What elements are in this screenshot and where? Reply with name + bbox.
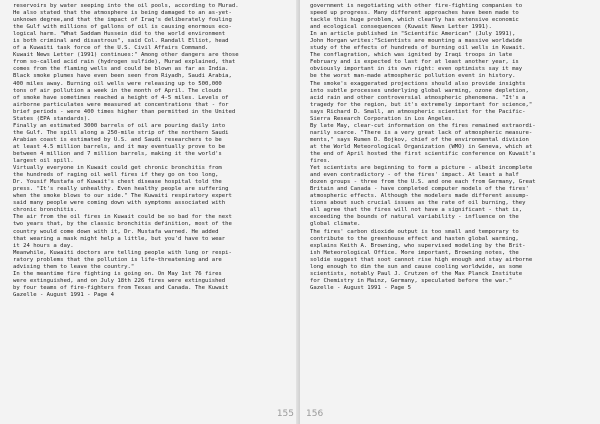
left-page-line: Dr. Yousif Mustafa of Kuwait's chest disease hospital told the bbox=[13, 179, 222, 186]
right-page-text bbox=[310, 3, 590, 285]
right-page-line: Britain and Canada - have completed computer models of the fires' bbox=[310, 186, 529, 193]
right-page-line: February and is expected to last for at least another year, is bbox=[310, 59, 519, 66]
right-page-line: Yet scientists are beginning to form a picture - albeit incomplete bbox=[310, 165, 533, 172]
left-page-line: reservoirs by water seeping into the oil pools, according to Murad. bbox=[13, 3, 239, 9]
right-page-line: ish Meteorological Office. More important, Browning notes, the bbox=[310, 249, 519, 256]
right-page-line: dozen groups - three from the U.S. and one each from Germany, Great bbox=[310, 179, 536, 186]
left-page-line: by four teams of fire-fighters from Texas and Canada. The Kuwait bbox=[13, 284, 229, 291]
right-page-line: soldie suggest that soot cannot rise high enough and stay airborne bbox=[310, 256, 533, 263]
left-page-line: comes from the flaming wells and could be blown as far as India. bbox=[13, 66, 229, 73]
right-page-line: long enough to dim the sun and cause cooling worldwide, as some bbox=[310, 263, 523, 270]
left-page-text bbox=[13, 3, 292, 292]
left-page-line: Meanwhile, Kuwaiti doctors are telling people with lung or respi- bbox=[13, 249, 232, 256]
left-page-line: He also stated that the atmosphere is being damaged to an as-yet- bbox=[13, 10, 232, 17]
right-page-line: explains Keith A. Browning, who supervised modeling by the Brit- bbox=[310, 242, 526, 249]
left-page-line: Arabian coast is estimated by U.S. and Saudi researchers to be bbox=[13, 136, 222, 143]
left-page-line: advising them to leave the country." bbox=[13, 263, 135, 270]
left-page-line: tons of air pollution a week in the month of April. The clouds bbox=[13, 87, 222, 94]
right-page-line: The conflagration, which was ignited by Iraqi troops in late bbox=[310, 52, 513, 59]
left-page-line: chronic bronchitis. bbox=[13, 207, 77, 214]
right-page-line: The smoke's exaggerated projections should also provide insights bbox=[310, 80, 526, 87]
right-page-line: study of the effects of hundreds of burning oil wells in Kuwait. bbox=[310, 45, 526, 52]
right-page-line: and even contradictory - of the fires' impact. At least a half bbox=[310, 172, 519, 179]
right-page-line: John Horgan writes:"Scientists are mounting a massive worldwide bbox=[310, 38, 523, 45]
right-page-line: fires. bbox=[310, 158, 331, 165]
right-page-line: at the World Meteorological Organization (WMO) in Geneva, which at bbox=[310, 143, 533, 150]
right-page-line: global climate. bbox=[310, 221, 361, 228]
left-page-line: Kuwait News Letter (1991) continues:" Among other dangers are those bbox=[13, 52, 239, 59]
right-page-line: obviously important in its own right: even optimists say it may bbox=[310, 66, 523, 73]
left-page-line: brief periods - were 400 times higher than permitted in the United bbox=[13, 108, 236, 115]
right-page-line: The fires' carbon dioxide output is too small and temporary to bbox=[310, 228, 519, 235]
left-page-line: were extinguished, and on July 18th 226 fires were extinguished bbox=[13, 277, 226, 284]
left-page-line: In the meantime fire fighting is going on. On May 1st 76 fires bbox=[13, 270, 222, 277]
right-page bbox=[300, 0, 600, 424]
right-page-line: government is negotiating with other fire-fighting companies to bbox=[310, 3, 523, 9]
right-page-line: exceeding the bounds of natural variability - influence on the bbox=[310, 214, 519, 221]
right-page-footer: Gazelle - August 1991 - Page 5 bbox=[310, 284, 412, 291]
right-page-line: says Richard D. Small, an atmospheric scientist for the Pacific- bbox=[310, 108, 526, 115]
right-page-line: ments," says Rumen D. Bojkov, chief of the environmental division bbox=[310, 136, 529, 143]
left-page-line: ratory problems that the pollution is life-threatening and are bbox=[13, 256, 222, 263]
right-page-line: acid rain and other controversial atmospheric phenomena. "It's a bbox=[310, 94, 526, 101]
left-page-line: country would come down with it, Dr. Mustafa warned. He added bbox=[13, 228, 219, 235]
left-page-line: is both criminal and disastrous", said Col. Randall Elliot, head bbox=[13, 38, 229, 45]
right-page-line: scientists, notably Paul J. Crutzen of the Max Planck Institute bbox=[310, 270, 523, 277]
left-page-line: Virtually everyone in Kuwait could get chronic bronchitis from bbox=[13, 165, 222, 172]
right-page-line: narily scarce. "There is a very great lack of atmospheric measure- bbox=[310, 129, 533, 136]
left-page-line: States (EPA standards). bbox=[13, 115, 91, 122]
right-page-line: In an article published in "Scientific American" (July 1991), bbox=[310, 31, 516, 38]
left-page-line: it 24 hours a day. bbox=[13, 242, 74, 249]
right-page-line: all agree that the fires will not have a significant - that is, bbox=[310, 207, 523, 214]
left-page-line: logical harm. "What Saddam Hussein did to the world environment bbox=[13, 31, 226, 38]
right-page-line: and ecological consequences (Kuwait News Letter 1991). bbox=[310, 24, 492, 31]
right-page-line: for Chemistry in Mainz, Germany, speculated before the war." bbox=[310, 277, 513, 284]
right-page-line: be the worst man-made atmospheric pollution event in history. bbox=[310, 73, 516, 80]
left-page-line: between 4 million and 7 million barrels, making it the world's bbox=[13, 150, 222, 157]
right-page-line: contribute to the greenhouse effect and hasten global warming, bbox=[310, 235, 519, 242]
right-page-line: tions about such crucial issues as the rate of oil burning, they bbox=[310, 200, 526, 207]
left-page-line: 400 miles away. Burning oil wells were releasing up to 500,000 bbox=[13, 80, 222, 87]
right-page-number: 156 bbox=[306, 409, 324, 419]
right-page-line: atmospheric effects. Although the modelers made different assump- bbox=[310, 193, 529, 200]
left-page-line: the Gulf with millions of gallons of oil is causing enormous eco- bbox=[13, 24, 232, 31]
left-page-line: The air from the oil fires in Kuwait could be so bad for the next bbox=[13, 214, 232, 221]
left-page-line: two years that, by the classic bronchitis definition, most of the bbox=[13, 221, 232, 228]
left-page-line: unknown degree,and that the impact of Iraq's deliberately fouling bbox=[13, 17, 232, 24]
left-page-line: the Gulf. The spill along a 250-mile strip of the northern Saudi bbox=[13, 129, 229, 136]
right-page-line: tragedy for the region, but it's extremely important for science," bbox=[310, 101, 533, 108]
left-page-line: of smoke have sometimes reached a height of 4-5 miles. Levels of bbox=[13, 94, 229, 101]
left-page-line: that wearing a mask might help a little, but you'd have to wear bbox=[13, 235, 226, 242]
left-page-line: the hundreds of raging oil well fires if they go on too long, bbox=[13, 172, 219, 179]
left-page-line: Finally an estimated 3000 barrels of oil are pouring daily into bbox=[13, 122, 226, 129]
right-page-line: the end of April hosted the first scientific conference on Kuwait's bbox=[310, 150, 536, 157]
right-page-line: into subtle processes underlying global warming, ozone depletion, bbox=[310, 87, 529, 94]
left-page-line: at least 4.5 million barrels, and it may eventually prove to be bbox=[13, 143, 226, 150]
left-page-line: Black smoke plumes have even been seen from Riyadh, Saudi Arabia, bbox=[13, 73, 232, 80]
left-page-line: from so-called acid rain (hydrogen sulfide), Murad explained, that bbox=[13, 59, 236, 66]
right-page-line: tackle this huge problem, which clearly has extensive economic bbox=[310, 17, 519, 24]
left-page-line: of a Kuwaiti task force of the U.S. Civil Affairs Command. bbox=[13, 45, 209, 52]
right-page-line: Sierra Research Corporation in Los Angeles. bbox=[310, 115, 455, 122]
left-page-line: airborne particulates were measured at concentrations that - for bbox=[13, 101, 229, 108]
left-page-line: largest oil spill. bbox=[13, 158, 74, 165]
left-page-number: 155 bbox=[276, 409, 294, 419]
left-page-line: when the smoke blows to our side." The Kuwaiti respiratory expert bbox=[13, 193, 232, 200]
right-page-line: By late May, clear-cut information on the fires remained extraordi- bbox=[310, 122, 536, 129]
left-page-line: said many people were coming down with symptoms associated with bbox=[13, 200, 226, 207]
left-page-footer: Gazelle - August 1991 - Page 4 bbox=[13, 291, 115, 298]
right-page-line: speed up progress. Many different approaches have been made to bbox=[310, 10, 519, 17]
left-page-line: press. "It's really unhealthy. Even healthy people are suffering bbox=[13, 186, 229, 193]
